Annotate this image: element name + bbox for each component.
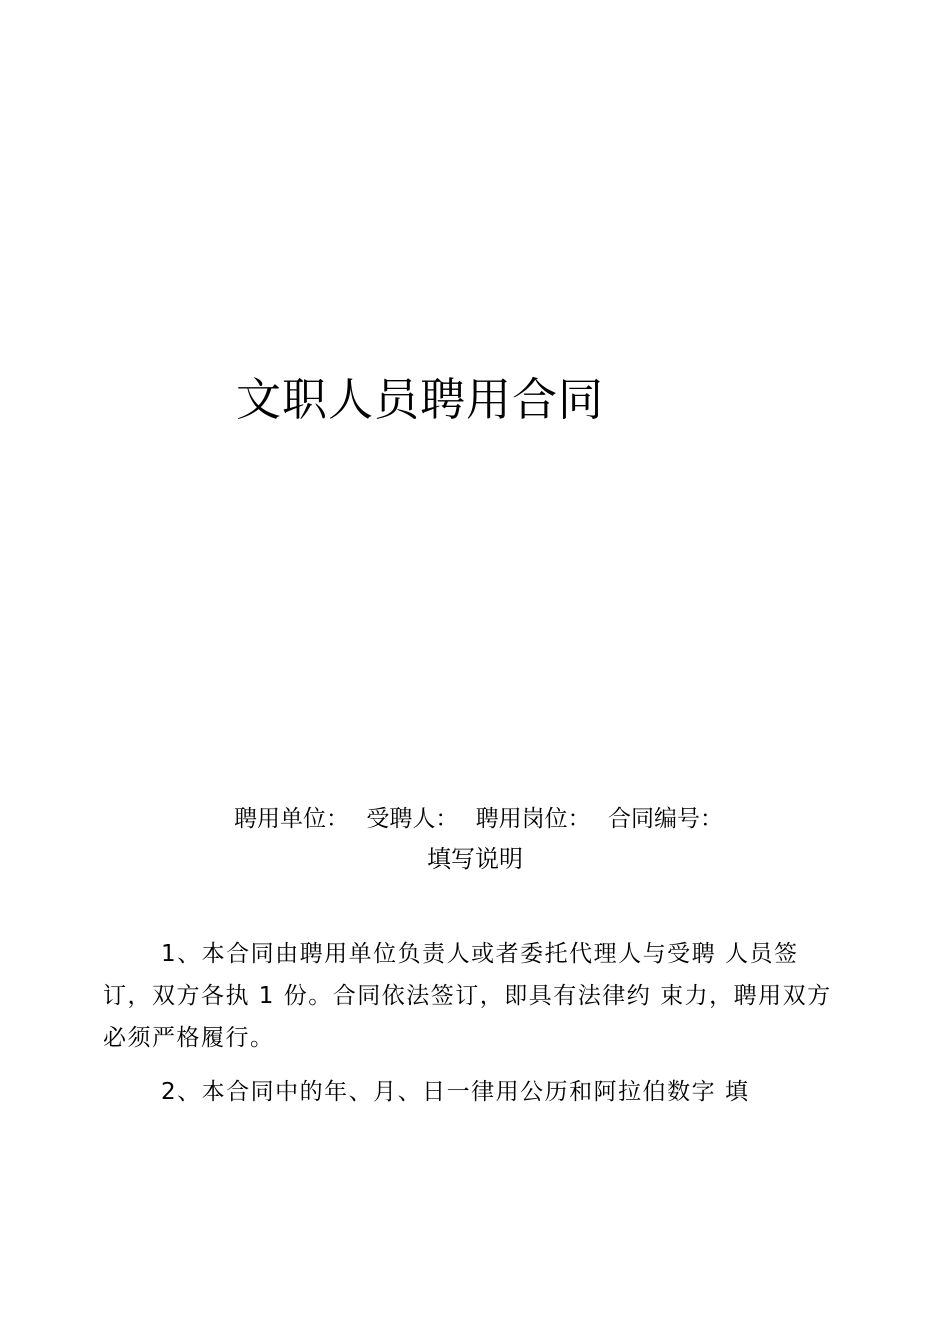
contract-fields-line [234, 803, 733, 835]
instruction-paragraph-1: 1、本合同由聘用单位负责人或者委托代理人与受聘 人员签订，双方各执 1 份。合同依法签订，即具有法律约 束力，聘用双方必须严格履行。 [103, 941, 832, 1051]
field-employer: 聘用单位： [234, 806, 349, 832]
field-employee: 受聘人： [366, 806, 459, 832]
instructions-body [103, 933, 845, 1125]
instructions-heading: 填写说明 [427, 845, 523, 873]
field-position: 聘用岗位： [475, 806, 591, 832]
instruction-paragraph-2: 2、本合同中的年、月、日一律用公历和阿拉伯数字 填 [161, 1079, 750, 1105]
document-title: 文职人员聘用合同 [236, 373, 605, 426]
field-contract-number: 合同编号： [607, 806, 723, 832]
